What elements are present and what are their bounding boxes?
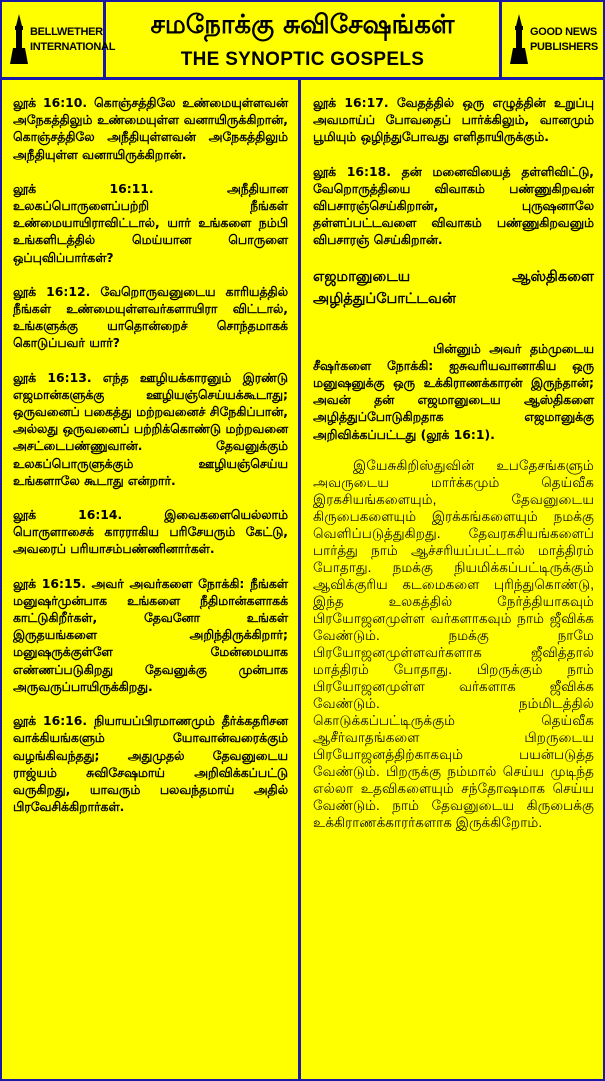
bellwether-tower-icon (10, 14, 28, 64)
commentary-paragraph: இயேசுகிறிஸ்துவின் உபதேசங்களும் அவருடைய மார்க்கமும் தெய்வீக இரகசியங்களையும், தேவனுடைய கிருபைகளையும் இரக்கங்களையும் நமக்கு வெளிப்படுத்துகிறது. தேவரகசியங்களைப் பார்த்து நாம் ஆச்சரியப்பட்டால் மாத்திரம் போதாது. நமக்கு நியமிக்கப்பட்டிருக்கும் ஆவிக்குரிய கடமைகளை புரிந்துகொண்டு, இந்த உலகத்தில் நேர்த்தியாகவும் பிரயோஜனமுள்ள வர்களாகவும் நாம் ஜீவிக்க வேண்டும். நமக்கு நாமே பிரயோஜனமுள்ளவர்களாக ஜீவித்தால் மாத்திரம் போதாது. பிறருக்கும் நாம் பிரயோஜனமுள்ள வர்களாக ஜீவிக்க வேண்டும். நம்மிடத்தில் கொடுக்கப்பட்டிருக்கும் தெய்வீக ஆசீர்வாதங்களை பிறருடைய பிரயோஜனத்திற்காகவும் பயன்படுத்த வேண்டும். பிறருக்கு நம்மால் செய்ய முடிந்த எல்லா உதவிகளையும் சந்தோஷமாக செய்ய வேண்டும். நாம் தேவனுடைய கிருபைக்கு உக்கிராணக்காரர்களாக இருக்கிறோம். (313, 457, 594, 830)
left-column (2, 80, 301, 1079)
verse-luke-16-18: லூக் 16:18. தன் மனைவியைத் தள்ளிவிட்டு, வேறொருத்தியை விவாகம் பண்ணுகிறவன் விபசாரஞ்செய்கிறான், புருஷனாலே தள்ளப்பட்டவளை விவாகம் பண்ணுகிறவனும் விபசாரஞ் செய்கிறான். (313, 163, 594, 248)
verse-luke-16-14: லூக் 16:14. இவைகளையெல்லாம் பொருளாசைக் காரராகிய பரிசேயரும் கேட்டு, அவரைப் பரியாசம்பண்ணினார்கள். (13, 507, 288, 557)
bellwether-logo (2, 2, 116, 77)
page-title-english: THE SYNOPTIC GOSPELS (180, 49, 425, 70)
logo-left-line2: INTERNATIONAL (30, 41, 116, 53)
good-news-logo (499, 2, 603, 77)
intro-paragraph: பின்னும் அவர் தம்முடைய சீஷர்களை நோக்கி: ஐசுவரியவானாகிய ஒரு மனுஷனுக்கு ஒரு உக்கிராணக்காரன் இருந்தான்; அவன் தன் எஜமானுடைய ஆஸ்திகளை அழித்துப்போடுகிறதாக எஜமானுக்கு அறிவிக்கப்பட்டது (லூக் 16:1). (313, 340, 594, 442)
verse-luke-16-15: லூக் 16:15. அவர் அவர்களை நோக்கி: நீங்கள் மனுஷர்முன்பாக உங்களை நீதிமான்களாகக் காட்டுகிறீர்கள், தேவனோ உங்கள் இருதயங்களை அறிந்திருக்கிறார்; மனுஷருக்குள்ளே மேன்மையாக எண்ணப்படுகிறது தேவனுக்கு முன்பாக அருவருப்பாயிருக்கிறது. (13, 575, 288, 694)
logo-right-line2: PUBLISHERS (530, 41, 598, 53)
verse-luke-16-17: லூக் 16:17. வேதத்தில் ஒரு எழுத்தின் உறுப்பு அவமாய்ப் போவதைப் பார்க்கிலும், வானமும் பூமியும் ஒழிந்துபோவது எளிதாயிருக்கும். (313, 95, 594, 145)
verse-luke-16-11: லூக் 16:11. அநீதியான உலகப்பொருளைப்பற்றி நீங்கள் உண்மையாயிராவிட்டால், யார் உங்களை நம்பி உங்களிடத்தில் மெய்யான பொருளை ஒப்புவிப்பார்கள்? (13, 180, 288, 265)
verse-luke-16-16: லூக் 16:16. நியாயப்பிரமாணமும் தீர்க்கதரிசன வாக்கியங்களும் யோவான்வரைக்கும் வழங்கிவந்தது; அதுமுதல் தேவனுடைய ராஜ்யம் சுவிசேஷமாய் அறிவிக்கப்பட்டு வருகிறது, யாவரும் பலவந்தமாய் அதில் பிரவேசிக்கிறார்கள். (13, 713, 288, 815)
verse-luke-16-12: லூக் 16:12. வேறொருவனுடைய காரியத்தில் நீங்கள் உண்மையுள்ளவர்களாயிரா விட்டால், உங்களுக்கு யாதொன்றைச் சொந்தமாகக் கொடுப்பவர் யார்? (13, 283, 288, 351)
verse-luke-16-10: லூக் 16:10. கொஞ்சத்திலே உண்மையுள்ளவன் அநேகத்திலும் உண்மையுள்ள வனாயிருக்கிறான், கொஞ்சத்திலே அநீதியுள்ளவன் அநேகத்திலும் அநீதியுள்ள வனாயிருக்கிறான். (13, 95, 288, 162)
verse-luke-16-13: லூக் 16:13. எந்த ஊழியக்காரனும் இரண்டு எஜமான்களுக்கு ஊழியஞ்செய்யக்கூடாது; ஒருவனைப் பகைத்து மற்றவனைச் சிநேகிப்பான், அல்லது ஒருவனைப் பற்றிக்கொண்டு மற்றவனை அசட்டைபண்ணுவான். தேவனுக்கும் உலகப்பொருளுக்கும் ஊழியஞ்செய்ய உங்களாலே கூடாது என்றார். (13, 369, 288, 488)
good-news-tower-icon (510, 14, 528, 64)
section-heading: எஜமானுடைய ஆஸ்திகளை அழித்துப்போட்டவன் (313, 268, 594, 307)
logo-left-line1: BELLWETHER (30, 26, 103, 38)
logo-right-line1: GOOD NEWS (530, 26, 597, 38)
right-column (301, 80, 603, 1079)
page-title-tamil: சமநோக்கு சுவிசேஷங்கள் (150, 10, 455, 40)
header (2, 2, 603, 80)
